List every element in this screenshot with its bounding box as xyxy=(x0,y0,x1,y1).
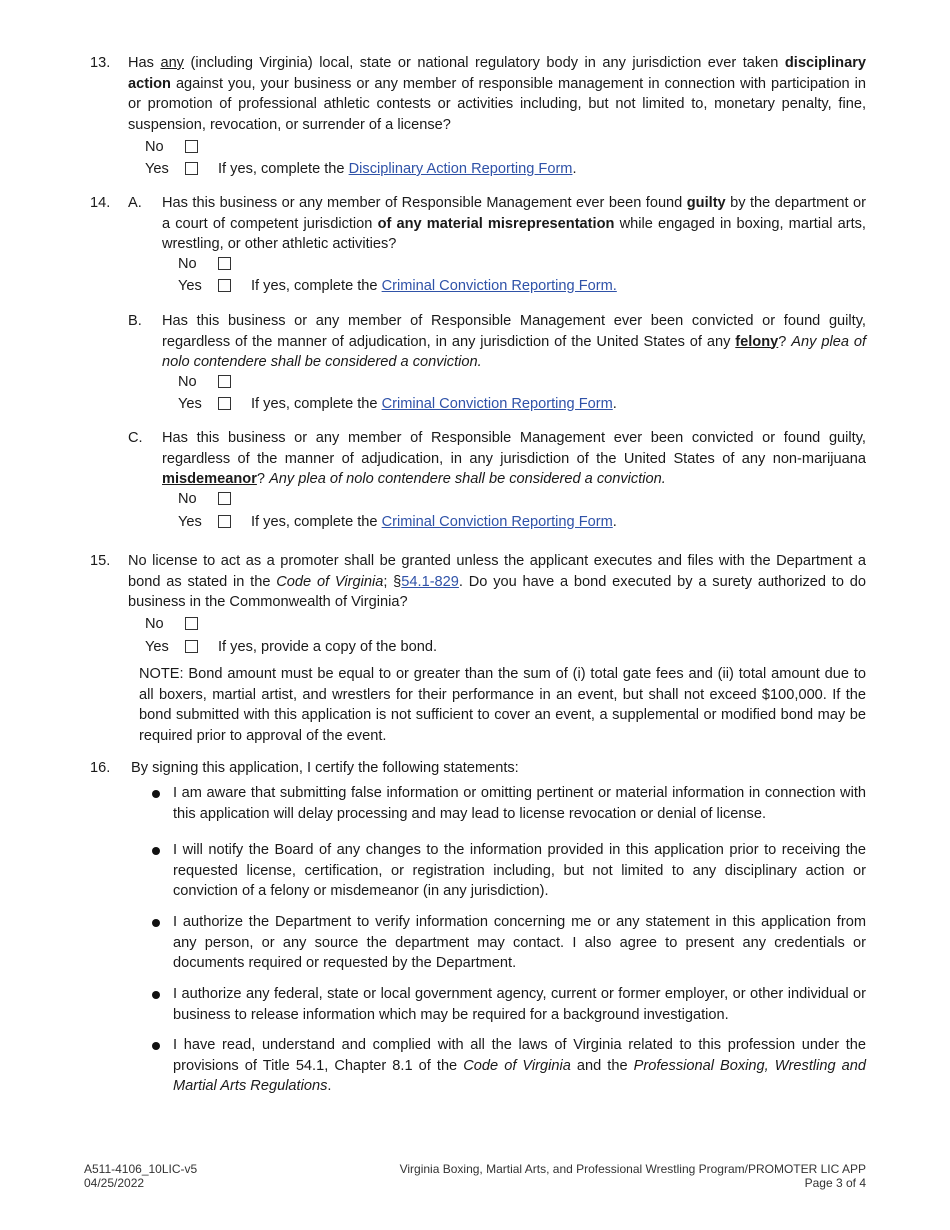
question-16 xyxy=(90,758,866,779)
q13-no-option: No xyxy=(145,137,198,157)
q14a-yes-option: Yes If yes, complete the Criminal Conviction Reporting Form. xyxy=(178,278,617,294)
q14c-yes-checkbox[interactable] xyxy=(218,515,231,528)
q14a-yes-checkbox[interactable] xyxy=(218,279,231,292)
disciplinary-action-form-link[interactable]: Disciplinary Action Reporting Form xyxy=(348,161,573,177)
bullet-icon xyxy=(152,790,160,798)
question-14a: A. Has this business or any member of Responsible Management ever been found guilty by the department or a court of competent jurisdiction of any material misrepresentation while engaged in boxing, martial arts, wrestling, or other athletic activities? xyxy=(128,193,866,255)
q13-yes-checkbox[interactable] xyxy=(185,162,198,175)
q14a-no-option: No xyxy=(178,254,231,274)
q14b-no-checkbox[interactable] xyxy=(218,375,231,388)
bullet-icon xyxy=(152,1042,160,1050)
question-14c: C. Has this business or any member of Responsible Management ever been convicted or found guilty, regardless of the manner of adjudication, in any jurisdiction of the United States of any non-marijuana misdemeanor? Any plea of nolo contendere shall be considered a conviction. xyxy=(128,428,866,490)
bullet-icon xyxy=(152,847,160,855)
q14a-no-checkbox[interactable] xyxy=(218,257,231,270)
bullet-icon xyxy=(152,919,160,927)
q15-no-option: No xyxy=(145,614,198,634)
footer-right xyxy=(400,1162,866,1190)
question-15 xyxy=(90,551,866,613)
question-number: 14. xyxy=(90,195,111,211)
bullet-icon xyxy=(152,991,160,999)
q13-yes-instruction: If yes, complete the Disciplinary Action Reporting Form. xyxy=(218,161,577,177)
q15-yes-checkbox[interactable] xyxy=(185,640,198,653)
q14c-yes-option: Yes If yes, complete the Criminal Conviction Reporting Form. xyxy=(178,514,617,530)
q14c-no-checkbox[interactable] xyxy=(218,492,231,505)
question-text: Has this business or any member of Responsible Management ever been convicted or found guilty, regardless of the manner of adjudication, in any jurisdiction of the United States of any non-marijuana misdemeanor? Any plea of nolo contendere shall be considered a conviction. xyxy=(162,430,866,487)
criminal-conviction-form-link[interactable]: Criminal Conviction Reporting Form xyxy=(381,514,613,530)
form-id: A511-4106_10LIC-v5 xyxy=(84,1162,198,1176)
criminal-conviction-form-link[interactable]: Criminal Conviction Reporting Form. xyxy=(381,278,617,294)
bond-note: NOTE: Bond amount must be equal to or greater than the sum of (i) total gate fees and (ii) total amount due to all boxers, martial artist, and wrestlers for their performance in an event, but shall not exceed $100,000. If the bond submitted with this application is not sufficient to cover an event, a supplemental or modified bond may be required prior to approval of the event. xyxy=(139,666,866,744)
criminal-conviction-form-link[interactable]: Criminal Conviction Reporting Form xyxy=(381,396,613,412)
question-number: 16. xyxy=(90,760,111,776)
page-number: Page 3 of 4 xyxy=(804,1176,866,1190)
question-text: By signing this application, I certify the following statements: xyxy=(131,760,519,776)
certification-bullet: I am aware that submitting false information or omitting pertinent or material information in connection with this application will delay processing and may lead to license revocation or denial of license. xyxy=(152,783,866,824)
question-14b: B. Has this business or any member of Responsible Management ever been convicted or found guilty, regardless of the manner of adjudication, in any jurisdiction of the United States of any felony? Any plea of nolo contendere shall be considered a conviction. xyxy=(128,311,866,373)
q15-yes-option: Yes If yes, provide a copy of the bond. xyxy=(145,639,438,655)
q14c-no-option: No xyxy=(178,489,231,509)
q15-no-checkbox[interactable] xyxy=(185,617,198,630)
q14b-no-option: No xyxy=(178,372,231,392)
q14b-yes-option: Yes If yes, complete the Criminal Conviction Reporting Form. xyxy=(178,396,617,412)
question-number: 15. xyxy=(90,553,111,569)
certification-bullet: I authorize any federal, state or local government agency, current or former employer, or other individual or business to release information which may be required for a background investigation. xyxy=(152,984,866,1025)
question-text: Has any (including Virginia) local, state or national regulatory body in any jurisdiction ever taken disciplinary action against you, your business or any member of responsible management in connection with participation in or promotion of professional athletic contests or activities including, but not limited to, monetary penalty, fine, suspension, revocation, or surrender of a license? xyxy=(128,55,866,133)
certification-bullet: I will notify the Board of any changes to the information provided in this application prior to receiving the requested license, certification, or registration including, but not limited to any disciplinary action or conviction of a felony or misdemeanor (in any jurisdiction). xyxy=(152,840,866,902)
question-13 xyxy=(90,53,866,135)
question-text: Has this business or any member of Responsible Management ever been convicted or found guilty, regardless of the manner of adjudication, in any jurisdiction of the United States of any felony? Any plea of nolo contendere shall be considered a conviction. xyxy=(162,313,867,370)
question-number: 13. xyxy=(90,55,111,71)
q13-no-checkbox[interactable] xyxy=(185,140,198,153)
program-name: Virginia Boxing, Martial Arts, and Professional Wrestling Program/PROMOTER LIC APP xyxy=(399,1162,866,1176)
q14b-yes-checkbox[interactable] xyxy=(218,397,231,410)
form-date: 04/25/2022 xyxy=(84,1176,145,1190)
certification-bullet: I have read, understand and complied with all the laws of Virginia related to this profession under the provisions of Title 54.1, Chapter 8.1 of the Code of Virginia and the Professional Boxing, Wrestling and Martial Arts Regulations. xyxy=(152,1035,866,1097)
footer-left xyxy=(84,1162,197,1190)
question-text: Has this business or any member of Responsible Management ever been found guilty by the department or a court of competent jurisdiction of any material misrepresentation while engaged in boxing, martial arts, wrestling, or other athletic activities? xyxy=(162,195,866,252)
code-section-link[interactable]: 54.1-829 xyxy=(401,573,459,590)
question-text: No license to act as a promoter shall be granted unless the applicant executes and files with the Department a bond as stated in the Code of Virginia; §54.1-829. Do you have a bond executed by a surety authorized to do business in the Commonwealth of Virginia? xyxy=(128,553,866,610)
q13-yes-option: Yes If yes, complete the Disciplinary Action Reporting Form. xyxy=(145,161,577,177)
certification-bullet: I authorize the Department to verify information concerning me or any statement in this application from any person, or any source the department may contact. I also agree to present any credentials or documents required or requested by the Department. xyxy=(152,912,866,974)
